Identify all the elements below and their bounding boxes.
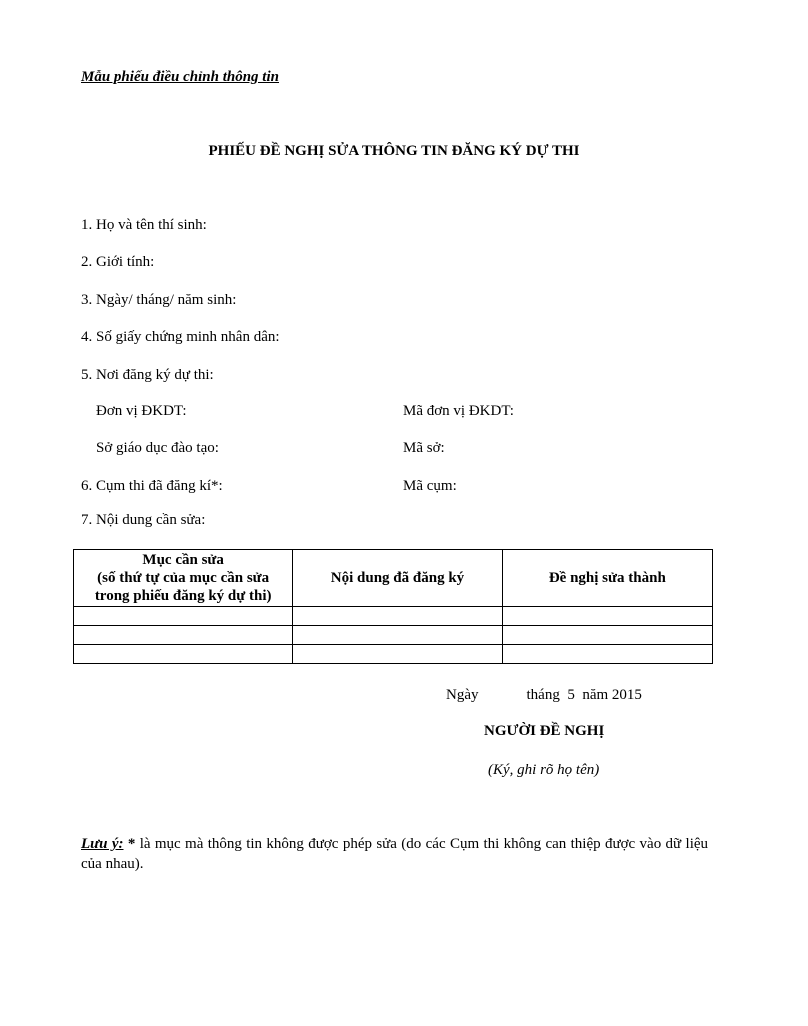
- table-cell[interactable]: [293, 626, 502, 645]
- table-cell[interactable]: [74, 626, 293, 645]
- field-dob: 3. Ngày/ tháng/ năm sinh:: [81, 292, 237, 308]
- header-registered-content: Nội dung đã đăng ký: [293, 550, 502, 607]
- document-title: PHIẾU ĐỀ NGHỊ SỬA THÔNG TIN ĐĂNG KÝ DỰ THI: [208, 143, 580, 159]
- header-item-line-2: (số thứ tự của mục cần sửa: [97, 570, 270, 586]
- note-text: là mục mà thông tin không được phép sửa (do các Cụm thi không can thiệp được vào dữ liệu của nhau).: [81, 836, 709, 873]
- date-month-label: tháng: [526, 687, 560, 703]
- form-label: Mẫu phiếu điều chỉnh thông tin: [81, 69, 279, 85]
- field-unit: Đơn vị ĐKDT:: [96, 403, 187, 419]
- signer-title: NGƯỜI ĐỀ NGHỊ: [484, 723, 605, 739]
- table-cell[interactable]: [74, 607, 293, 626]
- field-department: Sở giáo dục đào tạo:: [96, 440, 219, 456]
- field-id-number: 4. Số giấy chứng minh nhân dân:: [81, 329, 280, 345]
- field-full-name: 1. Họ và tên thí sinh:: [81, 217, 207, 233]
- table-row: [74, 645, 713, 664]
- date-year: năm 2015: [582, 687, 642, 703]
- table-row: [74, 607, 713, 626]
- note-label: Lưu ý:: [81, 836, 124, 852]
- date-day-label: Ngày: [446, 687, 479, 703]
- table-cell[interactable]: [74, 645, 293, 664]
- table-cell[interactable]: [293, 607, 502, 626]
- field-cluster-code: Mã cụm:: [403, 478, 457, 494]
- field-cluster: 6. Cụm thi đã đăng kí*:: [81, 478, 223, 494]
- table-cell[interactable]: [502, 626, 712, 645]
- table-cell[interactable]: [293, 645, 502, 664]
- header-item-to-edit: [74, 550, 293, 607]
- edit-request-table: [73, 549, 713, 664]
- table-cell[interactable]: [502, 645, 712, 664]
- note-paragraph: [81, 834, 708, 875]
- field-content: 7. Nội dung cần sửa:: [81, 512, 206, 528]
- field-gender: 2. Giới tính:: [81, 254, 155, 270]
- table-header-row: [74, 550, 713, 607]
- table-row: [74, 626, 713, 645]
- header-item-line-3: trong phiếu đăng ký dự thi): [94, 588, 272, 604]
- date-month-value: 5: [567, 687, 575, 703]
- field-unit-code: Mã đơn vị ĐKDT:: [403, 403, 514, 419]
- field-department-code: Mã sở:: [403, 440, 445, 456]
- header-proposed-change: Đề nghị sửa thành: [502, 550, 712, 607]
- header-item-line-1: Mục cần sửa: [142, 552, 224, 568]
- field-exam-place: 5. Nơi đăng ký dự thi:: [81, 367, 214, 383]
- signature-hint: (Ký, ghi rõ họ tên): [488, 762, 600, 778]
- date-line: [446, 686, 642, 704]
- note-star: *: [127, 836, 136, 852]
- table-cell[interactable]: [502, 607, 712, 626]
